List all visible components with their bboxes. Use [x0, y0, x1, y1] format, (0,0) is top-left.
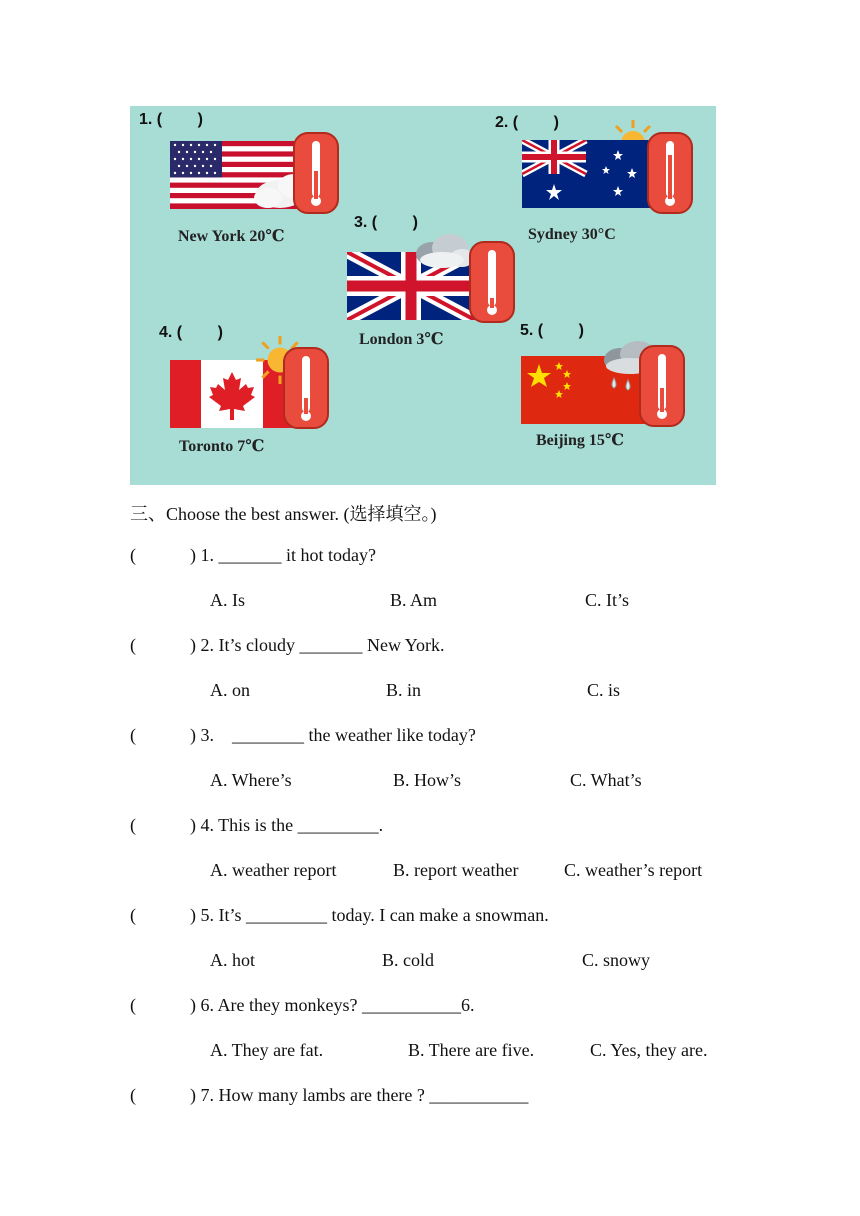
option-a: A. hot	[210, 950, 255, 970]
australia-flag	[522, 140, 650, 208]
item-number: 5. ( )	[520, 322, 585, 339]
option-b: B. in	[386, 680, 422, 700]
thermometer-icon	[646, 131, 696, 216]
city-label: Sydney 30°C	[528, 226, 616, 243]
section-heading: 三、Choose the best answer. (选择填空。)	[130, 504, 437, 524]
item-number: 3. ( )	[354, 214, 419, 231]
option-b: B. report weather	[393, 860, 519, 880]
option-a: A. weather report	[210, 860, 337, 880]
option-b: B. cold	[382, 950, 434, 970]
question-2-stem: ( ) 2. It’s cloudy _______ New York.	[130, 635, 445, 655]
item-number: 4. ( )	[159, 324, 224, 341]
thermometer-icon	[638, 344, 688, 429]
thermometer-icon	[282, 346, 332, 431]
city-label: Toronto 7℃	[179, 438, 265, 455]
option-c: C. snowy	[582, 950, 651, 970]
question-5-stem: ( ) 5. It’s _________ today. I can make a snowman.	[130, 905, 549, 925]
item-number: 2. ( )	[495, 114, 560, 131]
option-c: C. weather’s report	[564, 860, 703, 880]
question-3-stem: ( ) 3. ________ the weather like today?	[130, 725, 476, 745]
question-4-stem: ( ) 4. This is the _________.	[130, 815, 384, 835]
option-a: A. Where’s	[210, 770, 292, 790]
option-b: B. There are five.	[408, 1040, 535, 1060]
thermometer-icon	[468, 240, 518, 325]
weather-picture-panel	[130, 106, 716, 485]
option-a: A. Is	[210, 590, 245, 610]
city-label: London 3℃	[359, 331, 444, 348]
option-c: C. is	[587, 680, 621, 700]
cloud-icon	[412, 230, 476, 270]
option-b: B. Am	[390, 590, 438, 610]
city-label: New York 20℃	[178, 228, 285, 245]
question-7-stem: ( ) 7. How many lambs are there ? ___________	[130, 1085, 529, 1105]
option-c: C. It’s	[585, 590, 630, 610]
option-c: C. What’s	[570, 770, 642, 790]
question-1-stem: ( ) 1. _______ it hot today?	[130, 545, 376, 565]
thermometer-icon	[292, 131, 342, 216]
option-a: A. on	[210, 680, 250, 700]
option-c: C. Yes, they are.	[590, 1040, 708, 1060]
option-a: A. They are fat.	[210, 1040, 324, 1060]
question-6-stem: ( ) 6. Are they monkeys? ___________6.	[130, 995, 475, 1015]
option-b: B. How’s	[393, 770, 462, 790]
city-label: Beijing 15℃	[536, 432, 625, 449]
item-number: 1. ( )	[139, 111, 204, 128]
